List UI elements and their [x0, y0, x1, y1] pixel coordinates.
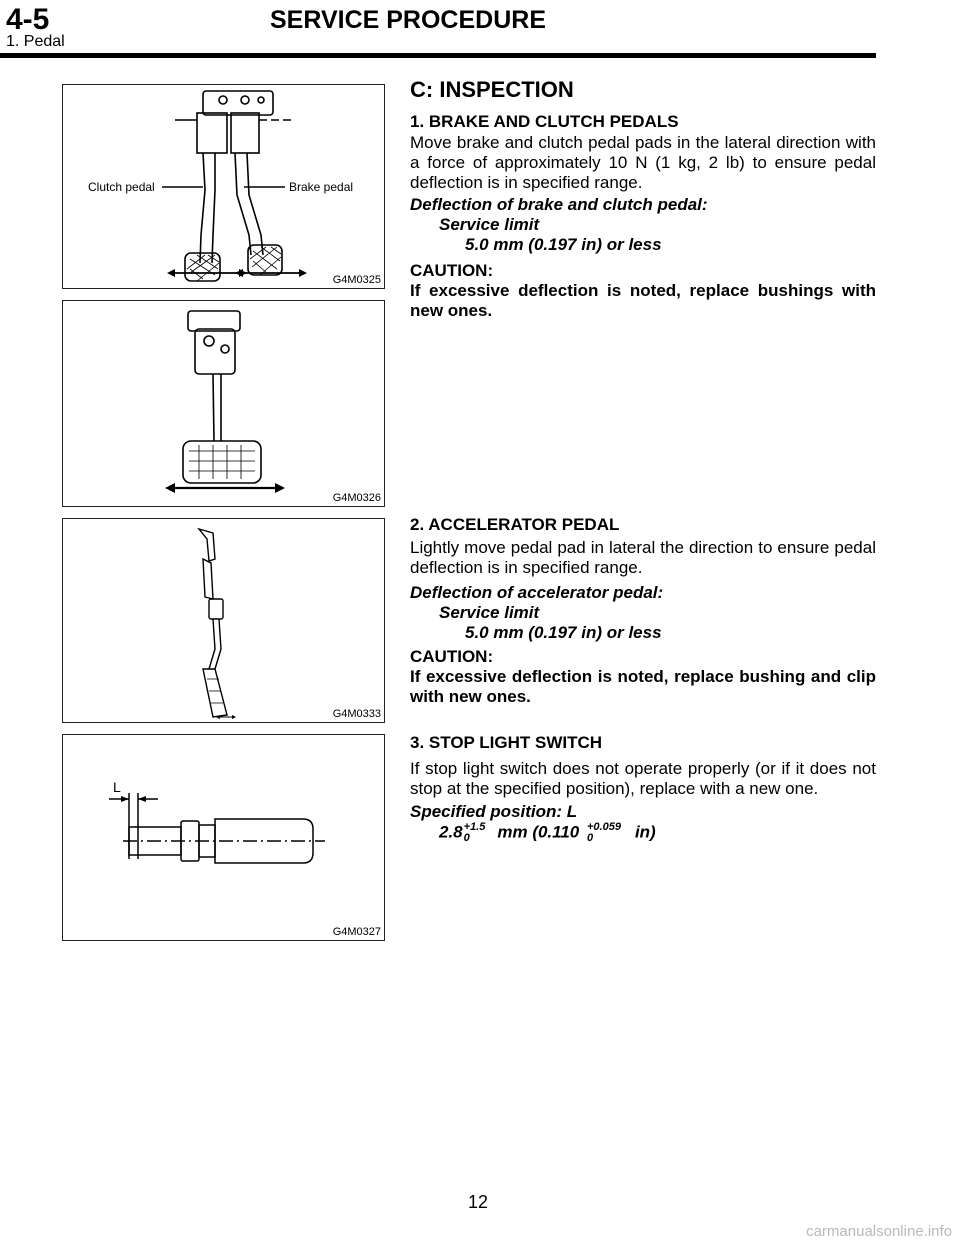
spec-mm-sup: +1.5 — [463, 821, 486, 833]
brake-clutch-heading: 1. BRAKE AND CLUTCH PEDALS — [410, 112, 679, 131]
accelerator-caution-label: CAUTION: — [410, 647, 494, 666]
spec-mm-base: 2.8 — [439, 822, 463, 842]
brake-clutch-spec-title: Deflection of brake and clutch pedal: — [410, 195, 708, 214]
figure-code: G4M0327 — [332, 926, 381, 938]
brake-clutch-caution-text: If excessive deflection is noted, replace bushings with new ones. — [410, 281, 876, 320]
stop-light-heading: 3. STOP LIGHT SWITCH — [410, 733, 603, 752]
brake-clutch-spec-sub: Service limit — [439, 215, 540, 234]
stop-light-spec-title: Specified position: L — [410, 802, 578, 821]
section-number: 4-5 — [6, 3, 50, 36]
inspection-heading: C: INSPECTION — [410, 77, 574, 102]
figure-brake-pedal-lateral — [62, 300, 385, 507]
spec-in-sub: 0 — [587, 832, 594, 844]
brake-pedal-label: Brake pedal — [289, 180, 354, 194]
spec-in-sup: +0.059 — [587, 821, 621, 833]
figure-brake-clutch-pedals — [62, 84, 385, 289]
header-rule — [0, 53, 876, 58]
accelerator-heading: 2. ACCELERATOR PEDAL — [410, 515, 620, 534]
accelerator-body: Lightly move pedal pad in lateral the direction to ensure pedal deflection is in specified range. — [410, 538, 876, 577]
accelerator-pedal-illustration — [63, 519, 386, 724]
accelerator-spec-title: Deflection of accelerator pedal: — [410, 583, 664, 602]
brake-clutch-spec-value: 5.0 mm (0.197 in) or less — [465, 235, 662, 254]
figure-stop-light-switch — [62, 734, 385, 941]
single-pedal-illustration — [63, 301, 386, 508]
figure-code: G4M0326 — [332, 492, 381, 504]
brake-clutch-caution-label: CAUTION: — [410, 261, 494, 280]
accelerator-spec-sub: Service limit — [439, 603, 540, 622]
stop-light-body: If stop light switch does not operate properly (or if it does not stop at the specified position), replace with a new one. — [410, 759, 876, 798]
figure-code: G4M0333 — [332, 708, 381, 720]
clutch-pedal-label: Clutch pedal — [88, 180, 155, 194]
spec-end: in) — [634, 822, 656, 842]
dimension-l-label: L — [113, 779, 121, 795]
watermark: carmanualsonline.info — [806, 1223, 952, 1240]
figure-code: G4M0325 — [332, 274, 381, 286]
section-title: SERVICE PROCEDURE — [270, 6, 546, 34]
stop-light-spec-value — [410, 822, 905, 844]
spec-mm-sub: 0 — [463, 832, 470, 844]
accelerator-spec-value: 5.0 mm (0.197 in) or less — [465, 623, 662, 642]
brake-clutch-body: Move brake and clutch pedal pads in the lateral direction with a force of approximately 10 N (1 kg, 2 lb) to ensure pedal deflection is in specified range. — [410, 133, 876, 192]
switch-illustration — [63, 735, 386, 942]
figure-accelerator-pedal — [62, 518, 385, 723]
page-number: 12 — [468, 1192, 489, 1212]
accelerator-caution-text: If excessive deflection is noted, replace bushing and clip with new ones. — [410, 667, 876, 706]
subsection-title: 1. Pedal — [6, 33, 65, 50]
spec-mid: mm (0.110 — [497, 822, 580, 842]
